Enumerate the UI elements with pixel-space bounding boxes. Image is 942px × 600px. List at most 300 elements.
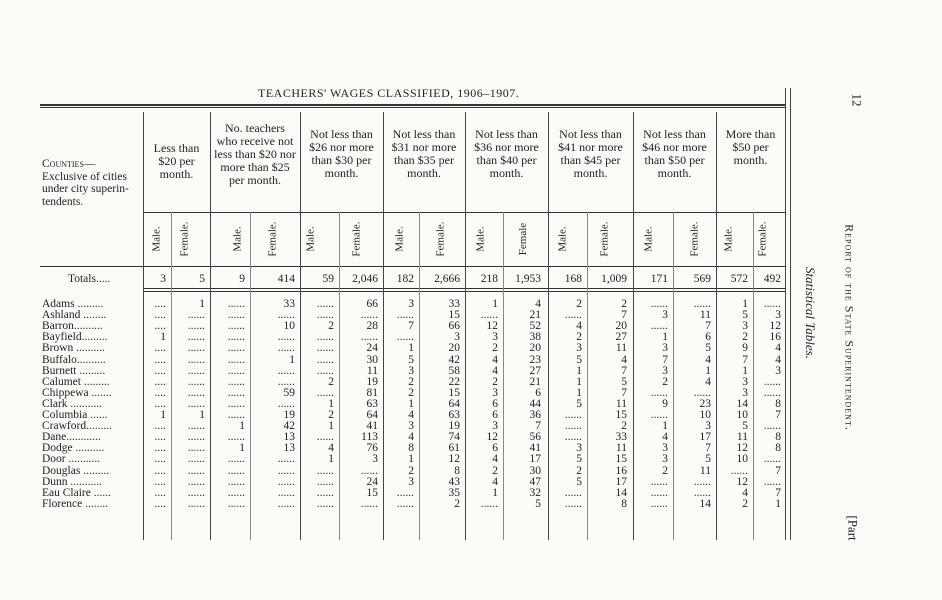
table-title: TEACHERS' WAGES CLASSIFIED, 1906–1907. xyxy=(258,86,520,100)
table-cell: 2 xyxy=(662,375,668,388)
total-cell: 171 xyxy=(650,273,668,285)
table-cell: 1 xyxy=(160,331,166,344)
table-cell: 33 xyxy=(615,431,627,444)
top-rule-2 xyxy=(40,107,785,108)
table-cell: ...... xyxy=(693,475,711,488)
table-cell: 1 xyxy=(705,364,711,377)
table-cell: 59 xyxy=(283,386,295,399)
table-cell: 20 xyxy=(529,342,541,355)
table-cell: 3 xyxy=(705,420,711,433)
county-name: Clark ........... xyxy=(42,397,103,410)
total-cell: 5 xyxy=(199,273,205,285)
table-cell: 36 xyxy=(529,409,541,421)
table-cell: 42 xyxy=(448,353,460,366)
table-cell: 1 xyxy=(199,298,205,310)
table-cell: .... xyxy=(154,309,166,322)
table-cell: ...... xyxy=(316,309,334,322)
table-cell: ...... xyxy=(227,342,245,355)
total-cell: 218 xyxy=(480,273,498,285)
table-cell: 7 xyxy=(621,386,627,399)
section-label: Statistical Tables. xyxy=(803,267,818,359)
table-cell: .... xyxy=(154,431,166,444)
group-header: Not less than $31 nor more than $35 per month. xyxy=(391,127,457,180)
table-cell: ...... xyxy=(316,497,334,510)
table-cell: 3 xyxy=(576,342,582,355)
table-cell: 5 xyxy=(576,397,582,410)
table-cell: 15 xyxy=(615,453,627,466)
table-cell: .... xyxy=(154,375,166,388)
table-cell: 52 xyxy=(529,320,541,333)
total-cell: 492 xyxy=(763,273,781,285)
table-cell: 11 xyxy=(615,397,627,410)
table-cell: ...... xyxy=(693,486,711,499)
table-cell: 14 xyxy=(736,397,748,410)
table-cell: 3 xyxy=(408,420,414,433)
table-cell: 8 xyxy=(454,464,460,477)
table-cell: 27 xyxy=(529,364,541,377)
county-name: Bayfield......... xyxy=(42,331,108,344)
table-cell: .... xyxy=(154,420,166,433)
table-cell: ...... xyxy=(187,431,205,444)
table-cell: ...... xyxy=(277,309,295,322)
table-cell: ...... xyxy=(396,497,414,510)
table-cell: 12 xyxy=(769,320,781,333)
table-cell: ...... xyxy=(360,464,378,477)
table-cell: 1 xyxy=(239,420,245,433)
county-name: Douglas ......... xyxy=(42,464,110,477)
county-name: Calumet ......... xyxy=(42,375,110,388)
table-cell: ...... xyxy=(277,464,295,477)
table-cell: ...... xyxy=(396,331,414,344)
table-cell: ...... xyxy=(187,420,205,433)
table-cell: 15 xyxy=(448,309,460,322)
table-cell: 10 xyxy=(736,453,748,466)
table-cell: 8 xyxy=(775,431,781,444)
sex-label-text: Female. xyxy=(351,221,364,257)
table-cell: ...... xyxy=(763,475,781,488)
table-cell: ...... xyxy=(564,309,582,322)
table-cell: 3 xyxy=(408,364,414,377)
table-cell: 15 xyxy=(615,409,627,421)
table-cell: 9 xyxy=(662,397,668,410)
table-cell: 16 xyxy=(615,464,627,477)
table-cell: 11 xyxy=(699,464,711,477)
table-cell: ...... xyxy=(277,364,295,377)
table-cell: 113 xyxy=(361,431,378,444)
sex-label-text: Female. xyxy=(435,221,448,257)
table-cell: 2 xyxy=(328,375,334,388)
table-cell: 8 xyxy=(775,442,781,455)
table-cell: 12 xyxy=(486,320,498,333)
sex-label xyxy=(752,214,774,264)
table-cell: 10 xyxy=(699,409,711,421)
county-name: Eau Claire ...... xyxy=(42,486,111,499)
right-border xyxy=(785,88,786,540)
table-cell: ...... xyxy=(360,331,378,344)
table-cell: ...... xyxy=(316,364,334,377)
table-cell: 7 xyxy=(742,353,748,366)
table-cell: 5 xyxy=(576,453,582,466)
top-rule xyxy=(40,104,785,106)
table-cell: ...... xyxy=(360,309,378,322)
table-cell: 30 xyxy=(529,464,541,477)
table-cell: 1 xyxy=(160,409,166,421)
total-cell: 3 xyxy=(160,273,166,285)
table-cell: 8 xyxy=(775,397,781,410)
sex-label xyxy=(638,214,660,264)
table-cell: 4 xyxy=(742,486,748,499)
total-cell: 1,009 xyxy=(601,273,627,285)
total-cell: 1,953 xyxy=(515,273,541,285)
table-cell: ...... xyxy=(277,331,295,344)
sex-label-text: Male. xyxy=(232,226,245,252)
group-header: Not less than $26 nor more than $30 per month. xyxy=(309,127,374,180)
table-cell: ...... xyxy=(763,420,781,433)
table-cell: 4 xyxy=(492,453,498,466)
table-cell: 16 xyxy=(769,331,781,344)
table-cell: 11 xyxy=(615,342,627,355)
table-cell: .... xyxy=(154,453,166,466)
table-cell: ...... xyxy=(396,486,414,499)
table-cell: 3 xyxy=(454,331,460,344)
table-cell: ...... xyxy=(360,497,378,510)
sex-label-text: Female. xyxy=(267,221,280,257)
table-cell: ...... xyxy=(693,386,711,399)
county-name: Chippewa ....... xyxy=(42,386,112,399)
table-cell: 56 xyxy=(529,431,541,444)
counties-header xyxy=(42,158,134,208)
table-cell: ...... xyxy=(316,475,334,488)
table-cell: ...... xyxy=(277,497,295,510)
total-cell: 168 xyxy=(564,273,582,285)
table-cell: ...... xyxy=(187,475,205,488)
table-cell: 11 xyxy=(736,431,748,444)
table-cell: ...... xyxy=(227,364,245,377)
table-cell: 5 xyxy=(408,353,414,366)
table-cell: .... xyxy=(154,298,166,310)
table-cell: 12 xyxy=(736,475,748,488)
table-cell: 5 xyxy=(705,342,711,355)
table-cell: ...... xyxy=(277,342,295,355)
table-cell: 5 xyxy=(621,375,627,388)
county-name: Dane............ xyxy=(42,431,101,444)
sex-label xyxy=(470,214,492,264)
running-head: Report of the State Superintendent. xyxy=(842,224,857,431)
table-cell: 5 xyxy=(742,309,748,322)
table-cell: 1 xyxy=(576,364,582,377)
county-name: Burnett ......... xyxy=(42,364,106,377)
table-cell: 4 xyxy=(705,353,711,366)
table-cell: 10 xyxy=(283,320,295,333)
total-cell: 2,666 xyxy=(434,273,460,285)
table-cell: 4 xyxy=(328,442,334,455)
table-cell: 23 xyxy=(699,397,711,410)
table-cell: 9 xyxy=(742,342,748,355)
table-cell: .... xyxy=(154,497,166,510)
table-cell: 14 xyxy=(615,486,627,499)
sex-label-text: Male. xyxy=(475,226,488,252)
total-cell: 572 xyxy=(730,273,748,285)
sex-label xyxy=(684,214,706,264)
table-cell: 4 xyxy=(775,353,781,366)
table-cell: ...... xyxy=(650,475,668,488)
table-cell: 76 xyxy=(366,442,378,455)
table-cell: 2 xyxy=(576,298,582,310)
table-cell: .... xyxy=(154,486,166,499)
table-cell: 1 xyxy=(662,331,668,344)
table-cell: 7 xyxy=(775,464,781,477)
table-cell: 3 xyxy=(372,453,378,466)
table-cell: ...... xyxy=(316,353,334,366)
table-cell: 28 xyxy=(366,320,378,333)
sex-label xyxy=(594,214,616,264)
table-cell: 5 xyxy=(576,353,582,366)
table-cell: 3 xyxy=(408,475,414,488)
subheader-rule xyxy=(143,212,785,213)
table-cell: 3 xyxy=(492,420,498,433)
table-cell: 13 xyxy=(283,442,295,455)
table-cell: ...... xyxy=(564,431,582,444)
table-cell: 15 xyxy=(448,386,460,399)
table-cell: 1 xyxy=(408,397,414,410)
table-cell: 2 xyxy=(492,375,498,388)
table-cell: ...... xyxy=(316,386,334,399)
table-cell: 3 xyxy=(742,386,748,399)
table-cell: 44 xyxy=(529,397,541,410)
table-cell: 7 xyxy=(408,320,414,333)
table-cell: 4 xyxy=(775,342,781,355)
totals-label: Totals..... xyxy=(68,273,111,285)
table-cell: ...... xyxy=(187,453,205,466)
table-cell: ...... xyxy=(277,453,295,466)
sex-label xyxy=(174,214,196,264)
totals-rule-1 xyxy=(143,288,785,289)
table-cell: 6 xyxy=(535,386,541,399)
table-cell: 3 xyxy=(662,309,668,322)
table-cell: .... xyxy=(154,353,166,366)
table-cell: ...... xyxy=(187,342,205,355)
table-cell: 74 xyxy=(448,431,460,444)
table-cell: 2 xyxy=(742,331,748,344)
table-cell: 12 xyxy=(736,442,748,455)
table-cell: 21 xyxy=(529,375,541,388)
sex-label xyxy=(146,214,168,264)
county-name: Ashland ........ xyxy=(42,309,107,322)
county-name: Columbia ...... xyxy=(42,409,108,421)
table-cell: 3 xyxy=(576,442,582,455)
table-cell: 3 xyxy=(662,453,668,466)
table-cell: ...... xyxy=(564,409,582,421)
table-cell: 4 xyxy=(408,431,414,444)
table-cell: ...... xyxy=(564,420,582,433)
table-cell: ...... xyxy=(187,375,205,388)
sex-divider xyxy=(419,212,420,540)
table-cell: 1 xyxy=(492,486,498,499)
table-cell: ...... xyxy=(316,331,334,344)
table-cell: 1 xyxy=(742,364,748,377)
sex-label-text: Male. xyxy=(394,226,407,252)
table-cell: 3 xyxy=(408,298,414,310)
county-name: Door ........... xyxy=(42,453,101,466)
page-number: 12 xyxy=(849,93,865,107)
table-cell: 7 xyxy=(705,442,711,455)
table-cell: 6 xyxy=(492,442,498,455)
table-cell: ...... xyxy=(187,397,205,410)
table-cell: ...... xyxy=(227,331,245,344)
table-cell: 2 xyxy=(492,342,498,355)
table-cell: ...... xyxy=(277,375,295,388)
table-cell: 6 xyxy=(705,331,711,344)
table-cell: ...... xyxy=(650,497,668,510)
table-cell: 7 xyxy=(775,486,781,499)
table-cell: .... xyxy=(154,386,166,399)
sex-label-text: Male. xyxy=(151,226,164,252)
table-cell: 1 xyxy=(328,453,334,466)
table-cell: ...... xyxy=(693,298,711,310)
table-cell: ...... xyxy=(396,309,414,322)
sex-label-text: Female. xyxy=(757,221,770,257)
table-cell: 2 xyxy=(408,386,414,399)
table-cell: ...... xyxy=(277,397,295,410)
table-cell: 64 xyxy=(366,409,378,421)
table-cell: ...... xyxy=(227,397,245,410)
table-cell: 30 xyxy=(366,353,378,366)
table-cell: 32 xyxy=(529,486,541,499)
table-cell: 3 xyxy=(492,386,498,399)
sex-label-text: Female. xyxy=(179,221,192,257)
table-cell: 5 xyxy=(742,420,748,433)
table-cell: 11 xyxy=(699,309,711,322)
table-cell: ...... xyxy=(277,475,295,488)
table-cell: ...... xyxy=(650,386,668,399)
table-cell: 1 xyxy=(775,497,781,510)
table-cell: 19 xyxy=(448,420,460,433)
table-cell: .... xyxy=(154,442,166,455)
table-cell: 3 xyxy=(662,442,668,455)
sex-label xyxy=(389,214,411,264)
table-cell: 27 xyxy=(615,331,627,344)
table-cell: 5 xyxy=(535,497,541,510)
county-name: Barron.......... xyxy=(42,320,103,333)
table-cell: 1 xyxy=(662,420,668,433)
table-cell: 33 xyxy=(283,298,295,310)
table-cell: 1 xyxy=(289,353,295,366)
table-cell: 20 xyxy=(615,320,627,333)
sex-label-text: Female. xyxy=(689,221,702,257)
table-cell: 7 xyxy=(621,364,627,377)
county-name: Adams ......... xyxy=(42,298,104,310)
table-cell: 33 xyxy=(448,298,460,310)
table-cell: ...... xyxy=(187,486,205,499)
table-cell: 1 xyxy=(328,420,334,433)
table-cell: .... xyxy=(154,475,166,488)
table-cell: 1 xyxy=(239,442,245,455)
table-cell: ...... xyxy=(730,464,748,477)
table-cell: ...... xyxy=(763,375,781,388)
table-cell: 2 xyxy=(576,331,582,344)
table-cell: 2 xyxy=(492,464,498,477)
table-cell: 4 xyxy=(492,475,498,488)
table-cell: 4 xyxy=(535,298,541,310)
table-cell: ...... xyxy=(316,342,334,355)
table-cell: ...... xyxy=(227,298,245,310)
table-cell: 15 xyxy=(366,486,378,499)
total-cell: 59 xyxy=(322,273,334,285)
sex-divider xyxy=(587,212,588,540)
table-cell: .... xyxy=(154,397,166,410)
table-cell: 8 xyxy=(621,497,627,510)
table-cell: 4 xyxy=(662,431,668,444)
table-cell: 11 xyxy=(366,364,378,377)
table-cell: .... xyxy=(154,342,166,355)
table-cell: 22 xyxy=(448,375,460,388)
sex-label xyxy=(552,214,574,264)
table-cell: 3 xyxy=(775,309,781,322)
table-cell: ...... xyxy=(480,497,498,510)
table-cell: ...... xyxy=(763,298,781,310)
county-name: Florence ........ xyxy=(42,497,109,510)
table-cell: 7 xyxy=(705,320,711,333)
table-cell: 20 xyxy=(448,342,460,355)
sex-label-text: Male. xyxy=(305,226,318,252)
table-cell: 1 xyxy=(408,342,414,355)
table-cell: ...... xyxy=(227,386,245,399)
table-cell: 3 xyxy=(492,331,498,344)
table-cell: 66 xyxy=(448,320,460,333)
sex-label-text: Male. xyxy=(557,226,570,252)
group-header: No. teachers who receive not less than $20 nor more than $25 per month. xyxy=(214,121,296,187)
table-cell: ...... xyxy=(227,409,245,421)
table-cell: 2 xyxy=(662,464,668,477)
table-cell: 7 xyxy=(775,409,781,421)
table-cell: 63 xyxy=(448,409,460,421)
table-cell: ...... xyxy=(277,486,295,499)
table-cell: 5 xyxy=(705,453,711,466)
table-cell: .... xyxy=(154,364,166,377)
table-cell: 41 xyxy=(366,420,378,433)
table-cell: ...... xyxy=(187,353,205,366)
table-cell: ...... xyxy=(316,486,334,499)
table-cell: 2 xyxy=(621,298,627,310)
table-cell: 24 xyxy=(366,475,378,488)
table-cell: ...... xyxy=(227,486,245,499)
sex-label xyxy=(718,214,740,264)
table-cell: 3 xyxy=(775,364,781,377)
table-cell: ...... xyxy=(650,409,668,421)
right-border-2 xyxy=(790,88,791,540)
table-cell: 1 xyxy=(328,397,334,410)
table-cell: .... xyxy=(154,320,166,333)
table-cell: 64 xyxy=(448,397,460,410)
group-header: Less than $20 per month. xyxy=(153,141,200,181)
total-cell: 569 xyxy=(693,273,711,285)
table-cell: 4 xyxy=(576,320,582,333)
table-cell: ...... xyxy=(227,497,245,510)
counties-header-rest: Exclusive of cities under city superin- tendents. xyxy=(42,170,129,208)
table-cell: 14 xyxy=(699,497,711,510)
table-cell: ...... xyxy=(187,442,205,455)
table-cell: 2 xyxy=(328,320,334,333)
table-cell: ...... xyxy=(227,475,245,488)
table-cell: 13 xyxy=(283,431,295,444)
table-cell: 12 xyxy=(486,431,498,444)
table-cell: 35 xyxy=(448,486,460,499)
table-cell: 1 xyxy=(576,386,582,399)
counties-header-lead: Counties— xyxy=(42,158,96,170)
table-cell: 4 xyxy=(408,409,414,421)
table-cell: 42 xyxy=(283,420,295,433)
table-cell: ...... xyxy=(763,386,781,399)
